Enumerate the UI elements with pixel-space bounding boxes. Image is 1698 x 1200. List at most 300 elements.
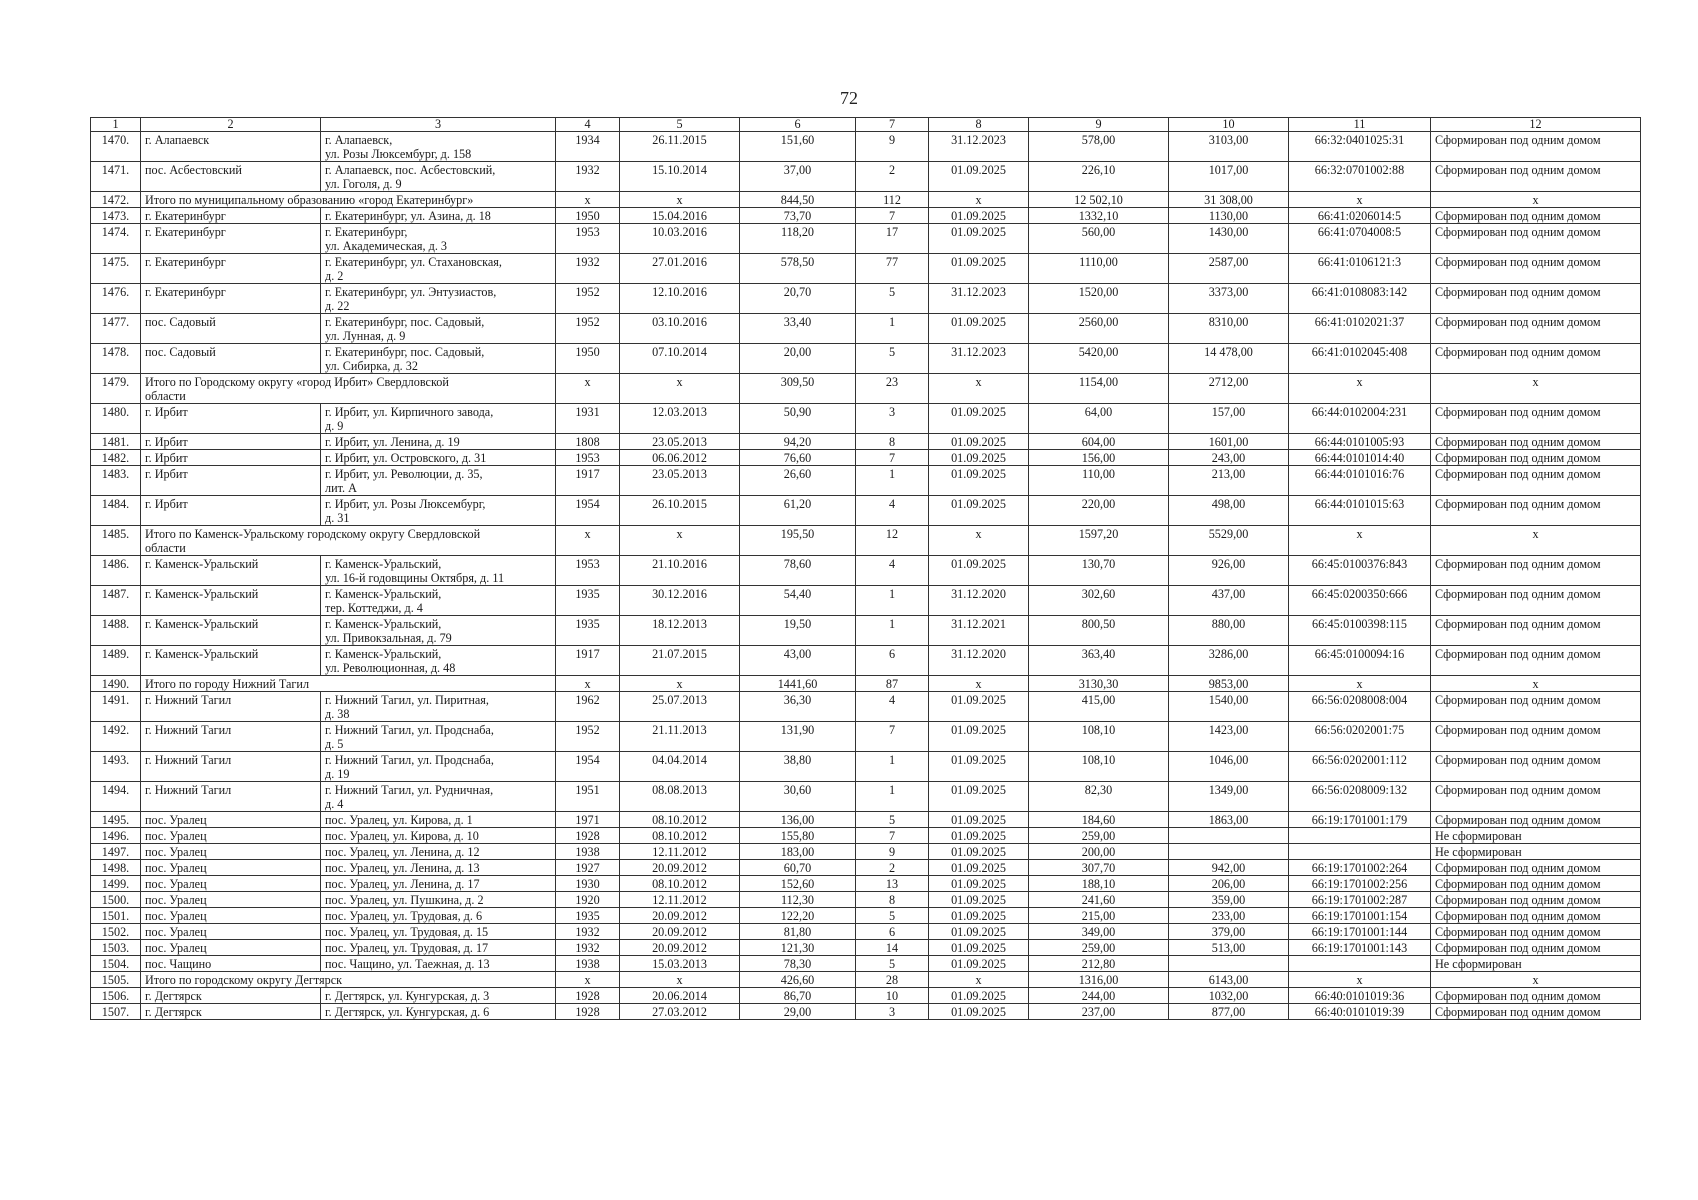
table-row bbox=[91, 434, 1641, 450]
value-cell: 206,00 bbox=[1169, 876, 1289, 892]
area-cell: 30,60 bbox=[740, 782, 856, 812]
locality-cell: пос. Уралец bbox=[141, 860, 321, 876]
value-cell: 3286,00 bbox=[1169, 646, 1289, 676]
cadastral-number-cell: 66:44:0102004:231 bbox=[1289, 404, 1431, 434]
row-number: 1497. bbox=[91, 844, 141, 860]
subtotal-row bbox=[91, 374, 1641, 404]
year-cell: 1938 bbox=[556, 844, 620, 860]
table-row bbox=[91, 646, 1641, 676]
table-row bbox=[91, 162, 1641, 192]
year-cell: 1962 bbox=[556, 692, 620, 722]
locality-cell: пос. Уралец bbox=[141, 940, 321, 956]
cadastral-number-cell: x bbox=[1289, 972, 1431, 988]
residents-cell: 1 bbox=[856, 466, 929, 496]
date-cell: 08.10.2012 bbox=[620, 876, 740, 892]
table-row bbox=[91, 812, 1641, 828]
land-area-cell: 212,80 bbox=[1029, 956, 1169, 972]
area-cell: 112,30 bbox=[740, 892, 856, 908]
locality-cell: пос. Уралец bbox=[141, 844, 321, 860]
status-cell: Сформирован под одним домом bbox=[1431, 450, 1641, 466]
deadline-cell: 01.09.2025 bbox=[929, 940, 1029, 956]
row-number: 1500. bbox=[91, 892, 141, 908]
table-row bbox=[91, 404, 1641, 434]
status-cell: Сформирован под одним домом bbox=[1431, 924, 1641, 940]
address-cell: пос. Уралец, ул. Кирова, д. 1 bbox=[321, 812, 556, 828]
status-cell: x bbox=[1431, 676, 1641, 692]
status-cell: Сформирован под одним домом bbox=[1431, 344, 1641, 374]
date-cell: 03.10.2016 bbox=[620, 314, 740, 344]
table-row bbox=[91, 496, 1641, 526]
locality-cell: пос. Уралец bbox=[141, 828, 321, 844]
address-cell: г. Ирбит, ул. Революции, д. 35, лит. А bbox=[321, 466, 556, 496]
date-cell: x bbox=[620, 972, 740, 988]
status-cell: Сформирован под одним домом bbox=[1431, 1004, 1641, 1020]
area-cell: 309,50 bbox=[740, 374, 856, 404]
area-cell: 151,60 bbox=[740, 132, 856, 162]
date-cell: 06.06.2012 bbox=[620, 450, 740, 466]
table-row bbox=[91, 722, 1641, 752]
value-cell bbox=[1169, 844, 1289, 860]
address-cell: г. Нижний Тагил, ул. Пиритная, д. 38 bbox=[321, 692, 556, 722]
land-area-cell: 244,00 bbox=[1029, 988, 1169, 1004]
value-cell: 942,00 bbox=[1169, 860, 1289, 876]
deadline-cell: 01.09.2025 bbox=[929, 314, 1029, 344]
land-area-cell: 415,00 bbox=[1029, 692, 1169, 722]
year-cell: 1953 bbox=[556, 224, 620, 254]
locality-cell: г. Ирбит bbox=[141, 496, 321, 526]
status-cell: Сформирован под одним домом bbox=[1431, 132, 1641, 162]
land-area-cell: 82,30 bbox=[1029, 782, 1169, 812]
locality-cell: г. Алапаевск bbox=[141, 132, 321, 162]
deadline-cell: 01.09.2025 bbox=[929, 466, 1029, 496]
row-number: 1470. bbox=[91, 132, 141, 162]
address-cell: г. Нижний Тагил, ул. Продснаба, д. 19 bbox=[321, 752, 556, 782]
value-cell: 880,00 bbox=[1169, 616, 1289, 646]
cadastral-number-cell: 66:19:1701001:154 bbox=[1289, 908, 1431, 924]
land-area-cell: 363,40 bbox=[1029, 646, 1169, 676]
date-cell: 27.03.2012 bbox=[620, 1004, 740, 1020]
value-cell: 5529,00 bbox=[1169, 526, 1289, 556]
year-cell: 1917 bbox=[556, 466, 620, 496]
residents-cell: 77 bbox=[856, 254, 929, 284]
area-cell: 19,50 bbox=[740, 616, 856, 646]
land-area-cell: 560,00 bbox=[1029, 224, 1169, 254]
status-cell: Сформирован под одним домом bbox=[1431, 254, 1641, 284]
date-cell: 12.11.2012 bbox=[620, 844, 740, 860]
column-number: 7 bbox=[856, 118, 929, 132]
deadline-cell: x bbox=[929, 526, 1029, 556]
residents-cell: 3 bbox=[856, 1004, 929, 1020]
status-cell: Сформирован под одним домом bbox=[1431, 782, 1641, 812]
cadastral-number-cell: 66:40:0101019:36 bbox=[1289, 988, 1431, 1004]
subtotal-row bbox=[91, 192, 1641, 208]
value-cell: 359,00 bbox=[1169, 892, 1289, 908]
address-cell: г. Нижний Тагил, ул. Продснаба, д. 5 bbox=[321, 722, 556, 752]
value-cell: 14 478,00 bbox=[1169, 344, 1289, 374]
residents-cell: 23 bbox=[856, 374, 929, 404]
year-cell: 1938 bbox=[556, 956, 620, 972]
cadastral-number-cell: 66:44:0101015:63 bbox=[1289, 496, 1431, 526]
date-cell: 30.12.2016 bbox=[620, 586, 740, 616]
status-cell: Сформирован под одним домом bbox=[1431, 284, 1641, 314]
row-number: 1478. bbox=[91, 344, 141, 374]
residents-cell: 5 bbox=[856, 956, 929, 972]
residents-cell: 7 bbox=[856, 208, 929, 224]
status-cell: x bbox=[1431, 972, 1641, 988]
deadline-cell: 01.09.2025 bbox=[929, 254, 1029, 284]
year-cell: 1928 bbox=[556, 1004, 620, 1020]
locality-cell: г. Екатеринбург bbox=[141, 284, 321, 314]
table-row bbox=[91, 224, 1641, 254]
year-cell: 1952 bbox=[556, 284, 620, 314]
address-cell: г. Алапаевск, пос. Асбестовский, ул. Гоголя, д. 9 bbox=[321, 162, 556, 192]
area-cell: 37,00 bbox=[740, 162, 856, 192]
land-area-cell: 1154,00 bbox=[1029, 374, 1169, 404]
locality-cell: г. Нижний Тагил bbox=[141, 722, 321, 752]
row-number: 1494. bbox=[91, 782, 141, 812]
deadline-cell: 01.09.2025 bbox=[929, 208, 1029, 224]
row-number: 1477. bbox=[91, 314, 141, 344]
table-row bbox=[91, 860, 1641, 876]
year-cell: 1931 bbox=[556, 404, 620, 434]
locality-cell: г. Нижний Тагил bbox=[141, 752, 321, 782]
value-cell: 9853,00 bbox=[1169, 676, 1289, 692]
deadline-cell: 31.12.2023 bbox=[929, 132, 1029, 162]
area-cell: 78,30 bbox=[740, 956, 856, 972]
residents-cell: 17 bbox=[856, 224, 929, 254]
subtotal-row bbox=[91, 526, 1641, 556]
address-cell: г. Каменск-Уральский, ул. Привокзальная, д. 79 bbox=[321, 616, 556, 646]
deadline-cell: 01.09.2025 bbox=[929, 844, 1029, 860]
table-row bbox=[91, 956, 1641, 972]
status-cell: Сформирован под одним домом bbox=[1431, 556, 1641, 586]
date-cell: 21.07.2015 bbox=[620, 646, 740, 676]
residents-cell: 1 bbox=[856, 314, 929, 344]
table-row bbox=[91, 556, 1641, 586]
row-number: 1490. bbox=[91, 676, 141, 692]
row-number: 1479. bbox=[91, 374, 141, 404]
column-number: 3 bbox=[321, 118, 556, 132]
year-cell: x bbox=[556, 192, 620, 208]
date-cell: 20.09.2012 bbox=[620, 860, 740, 876]
row-number: 1495. bbox=[91, 812, 141, 828]
residents-cell: 4 bbox=[856, 692, 929, 722]
residents-cell: 8 bbox=[856, 434, 929, 450]
residents-cell: 6 bbox=[856, 924, 929, 940]
area-cell: 81,80 bbox=[740, 924, 856, 940]
status-cell: Сформирован под одним домом bbox=[1431, 988, 1641, 1004]
column-number-row bbox=[91, 118, 1641, 132]
area-cell: 43,00 bbox=[740, 646, 856, 676]
value-cell: 3373,00 bbox=[1169, 284, 1289, 314]
deadline-cell: 01.09.2025 bbox=[929, 224, 1029, 254]
year-cell: x bbox=[556, 676, 620, 692]
value-cell: 513,00 bbox=[1169, 940, 1289, 956]
cadastral-number-cell: 66:19:1701001:144 bbox=[1289, 924, 1431, 940]
deadline-cell: 01.09.2025 bbox=[929, 692, 1029, 722]
date-cell: 26.10.2015 bbox=[620, 496, 740, 526]
deadline-cell: 31.12.2020 bbox=[929, 646, 1029, 676]
land-area-cell: 188,10 bbox=[1029, 876, 1169, 892]
row-number: 1483. bbox=[91, 466, 141, 496]
date-cell: 21.10.2016 bbox=[620, 556, 740, 586]
residents-cell: 2 bbox=[856, 162, 929, 192]
table-row bbox=[91, 450, 1641, 466]
cadastral-number-cell: 66:41:0206014:5 bbox=[1289, 208, 1431, 224]
address-cell: г. Ирбит, ул. Островского, д. 31 bbox=[321, 450, 556, 466]
deadline-cell: 01.09.2025 bbox=[929, 988, 1029, 1004]
cadastral-number-cell: 66:41:0102021:37 bbox=[1289, 314, 1431, 344]
locality-cell: г. Екатеринбург bbox=[141, 254, 321, 284]
value-cell: 1863,00 bbox=[1169, 812, 1289, 828]
cadastral-number-cell: x bbox=[1289, 526, 1431, 556]
address-cell: г. Каменск-Уральский, ул. 16-й годовщины Октября, д. 11 bbox=[321, 556, 556, 586]
subtotal-label: Итого по муниципальному образованию «город Екатеринбург» bbox=[141, 192, 556, 208]
land-area-cell: 130,70 bbox=[1029, 556, 1169, 586]
address-cell: пос. Уралец, ул. Кирова, д. 10 bbox=[321, 828, 556, 844]
land-area-cell: 241,60 bbox=[1029, 892, 1169, 908]
deadline-cell: 01.09.2025 bbox=[929, 404, 1029, 434]
table-row bbox=[91, 616, 1641, 646]
land-area-cell: 349,00 bbox=[1029, 924, 1169, 940]
table-row bbox=[91, 752, 1641, 782]
row-number: 1485. bbox=[91, 526, 141, 556]
status-cell: x bbox=[1431, 374, 1641, 404]
deadline-cell: 01.09.2025 bbox=[929, 956, 1029, 972]
value-cell: 1423,00 bbox=[1169, 722, 1289, 752]
address-cell: г. Екатеринбург, ул. Азина, д. 18 bbox=[321, 208, 556, 224]
value-cell: 1130,00 bbox=[1169, 208, 1289, 224]
locality-cell: г. Каменск-Уральский bbox=[141, 646, 321, 676]
status-cell: Сформирован под одним домом bbox=[1431, 692, 1641, 722]
residents-cell: 1 bbox=[856, 616, 929, 646]
row-number: 1491. bbox=[91, 692, 141, 722]
cadastral-number-cell: 66:56:0208009:132 bbox=[1289, 782, 1431, 812]
row-number: 1499. bbox=[91, 876, 141, 892]
land-area-cell: 578,00 bbox=[1029, 132, 1169, 162]
area-cell: 20,70 bbox=[740, 284, 856, 314]
table-row bbox=[91, 208, 1641, 224]
row-number: 1503. bbox=[91, 940, 141, 956]
table-row bbox=[91, 940, 1641, 956]
row-number: 1501. bbox=[91, 908, 141, 924]
table-row bbox=[91, 892, 1641, 908]
year-cell: x bbox=[556, 972, 620, 988]
date-cell: 10.03.2016 bbox=[620, 224, 740, 254]
status-cell: Сформирован под одним домом bbox=[1431, 434, 1641, 450]
cadastral-number-cell: 66:45:0100398:115 bbox=[1289, 616, 1431, 646]
locality-cell: пос. Уралец bbox=[141, 908, 321, 924]
year-cell: 1928 bbox=[556, 828, 620, 844]
date-cell: 15.10.2014 bbox=[620, 162, 740, 192]
subtotal-label: Итого по Городскому округу «город Ирбит» Свердловской области bbox=[141, 374, 556, 404]
residents-cell: 9 bbox=[856, 844, 929, 860]
status-cell: Сформирован под одним домом bbox=[1431, 496, 1641, 526]
column-number: 2 bbox=[141, 118, 321, 132]
status-cell: x bbox=[1431, 526, 1641, 556]
date-cell: 21.11.2013 bbox=[620, 722, 740, 752]
year-cell: 1954 bbox=[556, 752, 620, 782]
locality-cell: г. Нижний Тагил bbox=[141, 782, 321, 812]
date-cell: 27.01.2016 bbox=[620, 254, 740, 284]
status-cell: Сформирован под одним домом bbox=[1431, 224, 1641, 254]
status-cell: Сформирован под одним домом bbox=[1431, 940, 1641, 956]
date-cell: 15.04.2016 bbox=[620, 208, 740, 224]
land-area-cell: 2560,00 bbox=[1029, 314, 1169, 344]
address-cell: г. Екатеринбург, ул. Академическая, д. 3 bbox=[321, 224, 556, 254]
row-number: 1481. bbox=[91, 434, 141, 450]
date-cell: 23.05.2013 bbox=[620, 434, 740, 450]
address-cell: г. Екатеринбург, пос. Садовый, ул. Сибирка, д. 32 bbox=[321, 344, 556, 374]
area-cell: 578,50 bbox=[740, 254, 856, 284]
locality-cell: г. Ирбит bbox=[141, 450, 321, 466]
row-number: 1476. bbox=[91, 284, 141, 314]
locality-cell: пос. Садовый bbox=[141, 314, 321, 344]
status-cell: x bbox=[1431, 192, 1641, 208]
row-number: 1502. bbox=[91, 924, 141, 940]
column-number: 12 bbox=[1431, 118, 1641, 132]
value-cell: 1430,00 bbox=[1169, 224, 1289, 254]
locality-cell: г. Дегтярск bbox=[141, 988, 321, 1004]
land-area-cell: 1316,00 bbox=[1029, 972, 1169, 988]
year-cell: 1808 bbox=[556, 434, 620, 450]
subtotal-label: Итого по Каменск-Уральскому городскому округу Свердловской области bbox=[141, 526, 556, 556]
area-cell: 118,20 bbox=[740, 224, 856, 254]
deadline-cell: 01.09.2025 bbox=[929, 892, 1029, 908]
land-area-cell: 12 502,10 bbox=[1029, 192, 1169, 208]
status-cell: Сформирован под одним домом bbox=[1431, 646, 1641, 676]
value-cell: 233,00 bbox=[1169, 908, 1289, 924]
residents-cell: 4 bbox=[856, 556, 929, 586]
deadline-cell: 01.09.2025 bbox=[929, 828, 1029, 844]
row-number: 1496. bbox=[91, 828, 141, 844]
locality-cell: г. Екатеринбург bbox=[141, 224, 321, 254]
land-area-cell: 110,00 bbox=[1029, 466, 1169, 496]
page-number: 72 bbox=[840, 88, 858, 108]
deadline-cell: 01.09.2025 bbox=[929, 450, 1029, 466]
date-cell: 20.09.2012 bbox=[620, 924, 740, 940]
locality-cell: пос. Уралец bbox=[141, 892, 321, 908]
residents-cell: 6 bbox=[856, 646, 929, 676]
land-area-cell: 200,00 bbox=[1029, 844, 1169, 860]
row-number: 1475. bbox=[91, 254, 141, 284]
status-cell: Не сформирован bbox=[1431, 828, 1641, 844]
date-cell: 25.07.2013 bbox=[620, 692, 740, 722]
area-cell: 195,50 bbox=[740, 526, 856, 556]
cadastral-number-cell: 66:19:1701001:179 bbox=[1289, 812, 1431, 828]
table-row bbox=[91, 586, 1641, 616]
year-cell: 1917 bbox=[556, 646, 620, 676]
residents-cell: 13 bbox=[856, 876, 929, 892]
address-cell: пос. Чащино, ул. Таежная, д. 13 bbox=[321, 956, 556, 972]
table-row bbox=[91, 132, 1641, 162]
land-area-cell: 108,10 bbox=[1029, 722, 1169, 752]
value-cell: 877,00 bbox=[1169, 1004, 1289, 1020]
value-cell: 6143,00 bbox=[1169, 972, 1289, 988]
area-cell: 54,40 bbox=[740, 586, 856, 616]
deadline-cell: 01.09.2025 bbox=[929, 812, 1029, 828]
year-cell: 1930 bbox=[556, 876, 620, 892]
area-cell: 20,00 bbox=[740, 344, 856, 374]
date-cell: 23.05.2013 bbox=[620, 466, 740, 496]
value-cell: 8310,00 bbox=[1169, 314, 1289, 344]
locality-cell: г. Нижний Тагил bbox=[141, 692, 321, 722]
value-cell: 1601,00 bbox=[1169, 434, 1289, 450]
value-cell: 157,00 bbox=[1169, 404, 1289, 434]
residents-cell: 8 bbox=[856, 892, 929, 908]
date-cell: x bbox=[620, 676, 740, 692]
value-cell: 926,00 bbox=[1169, 556, 1289, 586]
address-cell: пос. Уралец, ул. Пушкина, д. 2 bbox=[321, 892, 556, 908]
cadastral-number-cell: 66:41:0704008:5 bbox=[1289, 224, 1431, 254]
year-cell: 1935 bbox=[556, 616, 620, 646]
cadastral-number-cell: 66:56:0202001:112 bbox=[1289, 752, 1431, 782]
row-number: 1484. bbox=[91, 496, 141, 526]
cadastral-number-cell: 66:44:0101014:40 bbox=[1289, 450, 1431, 466]
land-area-cell: 302,60 bbox=[1029, 586, 1169, 616]
locality-cell: г. Каменск-Уральский bbox=[141, 616, 321, 646]
residents-cell: 7 bbox=[856, 722, 929, 752]
land-area-cell: 259,00 bbox=[1029, 828, 1169, 844]
land-area-cell: 1597,20 bbox=[1029, 526, 1169, 556]
residents-cell: 9 bbox=[856, 132, 929, 162]
address-cell: г. Екатеринбург, ул. Стахановская, д. 2 bbox=[321, 254, 556, 284]
locality-cell: пос. Асбестовский bbox=[141, 162, 321, 192]
area-cell: 136,00 bbox=[740, 812, 856, 828]
residents-cell: 2 bbox=[856, 860, 929, 876]
deadline-cell: 31.12.2023 bbox=[929, 284, 1029, 314]
residents-cell: 112 bbox=[856, 192, 929, 208]
year-cell: 1954 bbox=[556, 496, 620, 526]
address-cell: пос. Уралец, ул. Ленина, д. 17 bbox=[321, 876, 556, 892]
residents-cell: 87 bbox=[856, 676, 929, 692]
column-number: 6 bbox=[740, 118, 856, 132]
value-cell: 498,00 bbox=[1169, 496, 1289, 526]
date-cell: x bbox=[620, 192, 740, 208]
address-cell: г. Ирбит, ул. Розы Люксембург, д. 31 bbox=[321, 496, 556, 526]
value-cell: 1349,00 bbox=[1169, 782, 1289, 812]
locality-cell: г. Ирбит bbox=[141, 404, 321, 434]
date-cell: 12.03.2013 bbox=[620, 404, 740, 434]
address-cell: пос. Уралец, ул. Трудовая, д. 15 bbox=[321, 924, 556, 940]
cadastral-number-cell: 66:44:0101005:93 bbox=[1289, 434, 1431, 450]
residents-cell: 12 bbox=[856, 526, 929, 556]
column-number: 4 bbox=[556, 118, 620, 132]
locality-cell: г. Каменск-Уральский bbox=[141, 556, 321, 586]
value-cell: 437,00 bbox=[1169, 586, 1289, 616]
residents-cell: 7 bbox=[856, 828, 929, 844]
status-cell: Сформирован под одним домом bbox=[1431, 752, 1641, 782]
residents-cell: 5 bbox=[856, 812, 929, 828]
table-row bbox=[91, 1004, 1641, 1020]
row-number: 1480. bbox=[91, 404, 141, 434]
status-cell: Сформирован под одним домом bbox=[1431, 162, 1641, 192]
address-cell: г. Дегтярск, ул. Кунгурская, д. 3 bbox=[321, 988, 556, 1004]
cadastral-number-cell: 66:41:0108083:142 bbox=[1289, 284, 1431, 314]
status-cell: Сформирован под одним домом bbox=[1431, 908, 1641, 924]
year-cell: 1927 bbox=[556, 860, 620, 876]
table-row bbox=[91, 908, 1641, 924]
row-number: 1472. bbox=[91, 192, 141, 208]
year-cell: 1932 bbox=[556, 924, 620, 940]
row-number: 1505. bbox=[91, 972, 141, 988]
address-cell: г. Екатеринбург, пос. Садовый, ул. Лунная, д. 9 bbox=[321, 314, 556, 344]
year-cell: 1971 bbox=[556, 812, 620, 828]
locality-cell: г. Екатеринбург bbox=[141, 208, 321, 224]
cadastral-number-cell: 66:19:1701002:256 bbox=[1289, 876, 1431, 892]
column-number: 5 bbox=[620, 118, 740, 132]
address-cell: г. Ирбит, ул. Кирпичного завода, д. 9 bbox=[321, 404, 556, 434]
